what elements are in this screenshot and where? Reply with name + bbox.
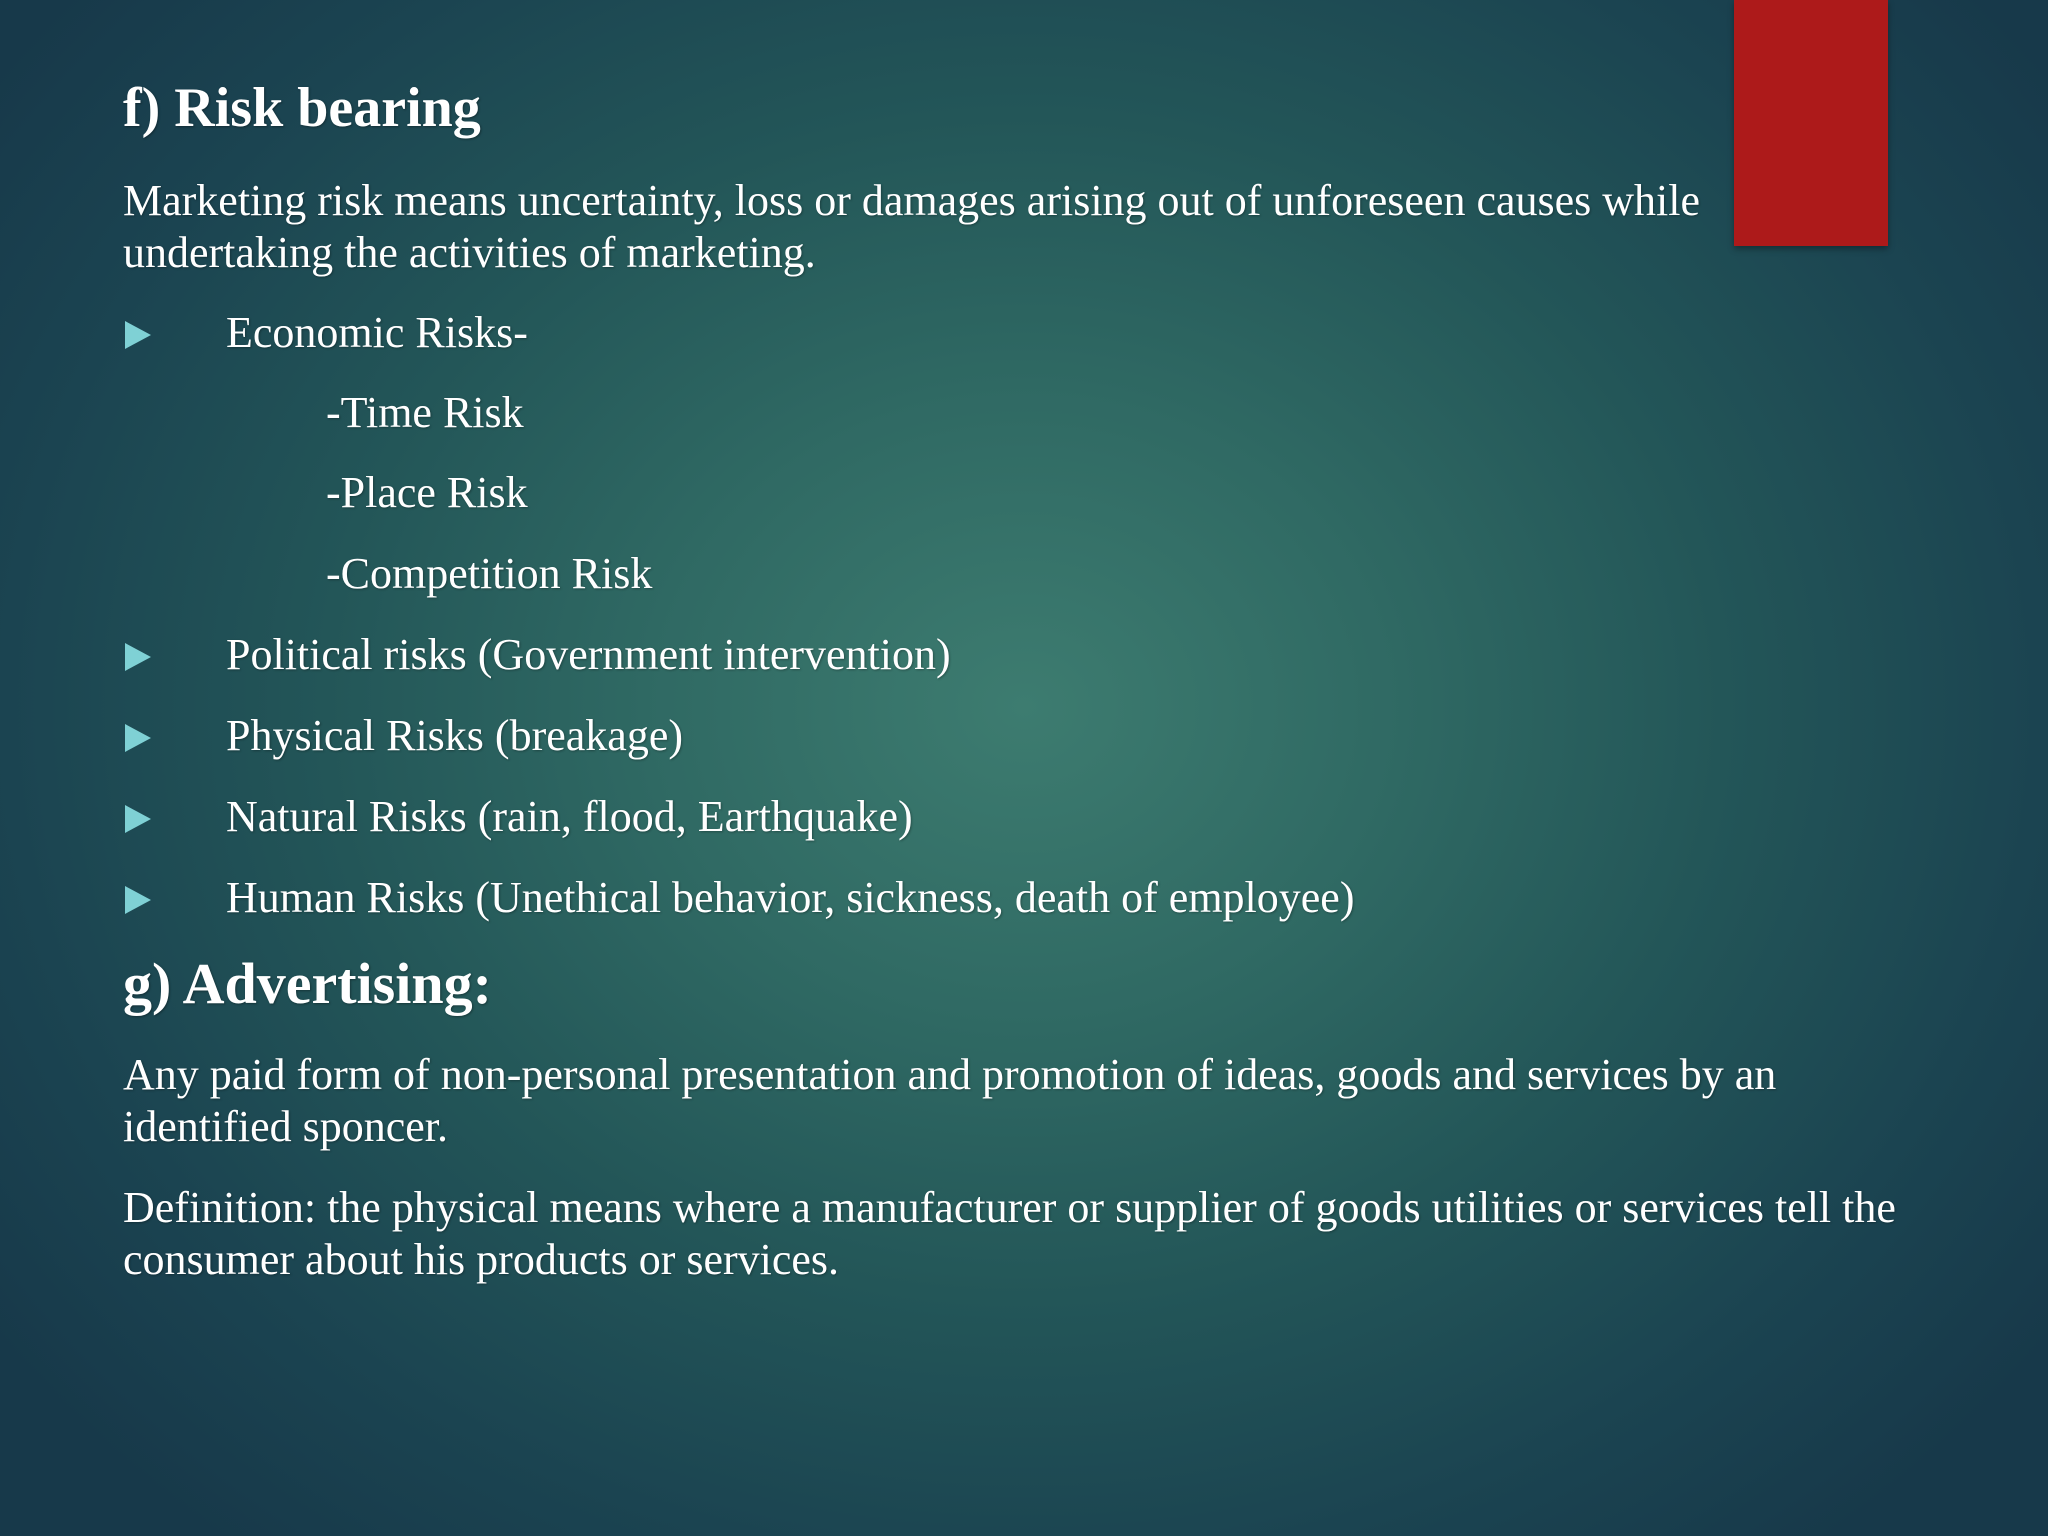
advertising-description: Any paid form of non-personal presentation and promotion of ideas, goods and services by an identified sponcer. xyxy=(123,1050,1777,1151)
bullet-label: Human Risks (Unethical behavior, sickness, death of employee) xyxy=(226,873,1355,922)
bullet-label: Natural Risks (rain, flood, Earthquake) xyxy=(226,792,913,841)
sub-item-place-risk: -Place Risk xyxy=(326,468,528,517)
heading-risk-bearing: f) Risk bearing xyxy=(123,77,481,139)
heading-advertising: g) Advertising: xyxy=(123,951,492,1016)
triangle-right-icon xyxy=(125,321,151,349)
triangle-right-icon xyxy=(125,805,151,833)
sub-item-time-risk: -Time Risk xyxy=(326,388,524,437)
risk-bearing-definition: Marketing risk means uncertainty, loss or damages arising out of unforeseen causes while undertaking the activities of marketing. xyxy=(123,176,1701,277)
sub-item-competition-risk: -Competition Risk xyxy=(326,549,653,598)
triangle-right-icon xyxy=(125,643,151,671)
triangle-right-icon xyxy=(125,886,151,914)
triangle-right-icon xyxy=(125,724,151,752)
bullet-label: Political risks (Government intervention) xyxy=(226,630,951,679)
advertising-definition: Definition: the physical means where a manufacturer or supplier of goods utilities or services tell the consumer about his products or services. xyxy=(123,1183,1896,1284)
bullet-label: Economic Risks- xyxy=(226,308,528,357)
bullet-label: Physical Risks (breakage) xyxy=(226,711,683,760)
